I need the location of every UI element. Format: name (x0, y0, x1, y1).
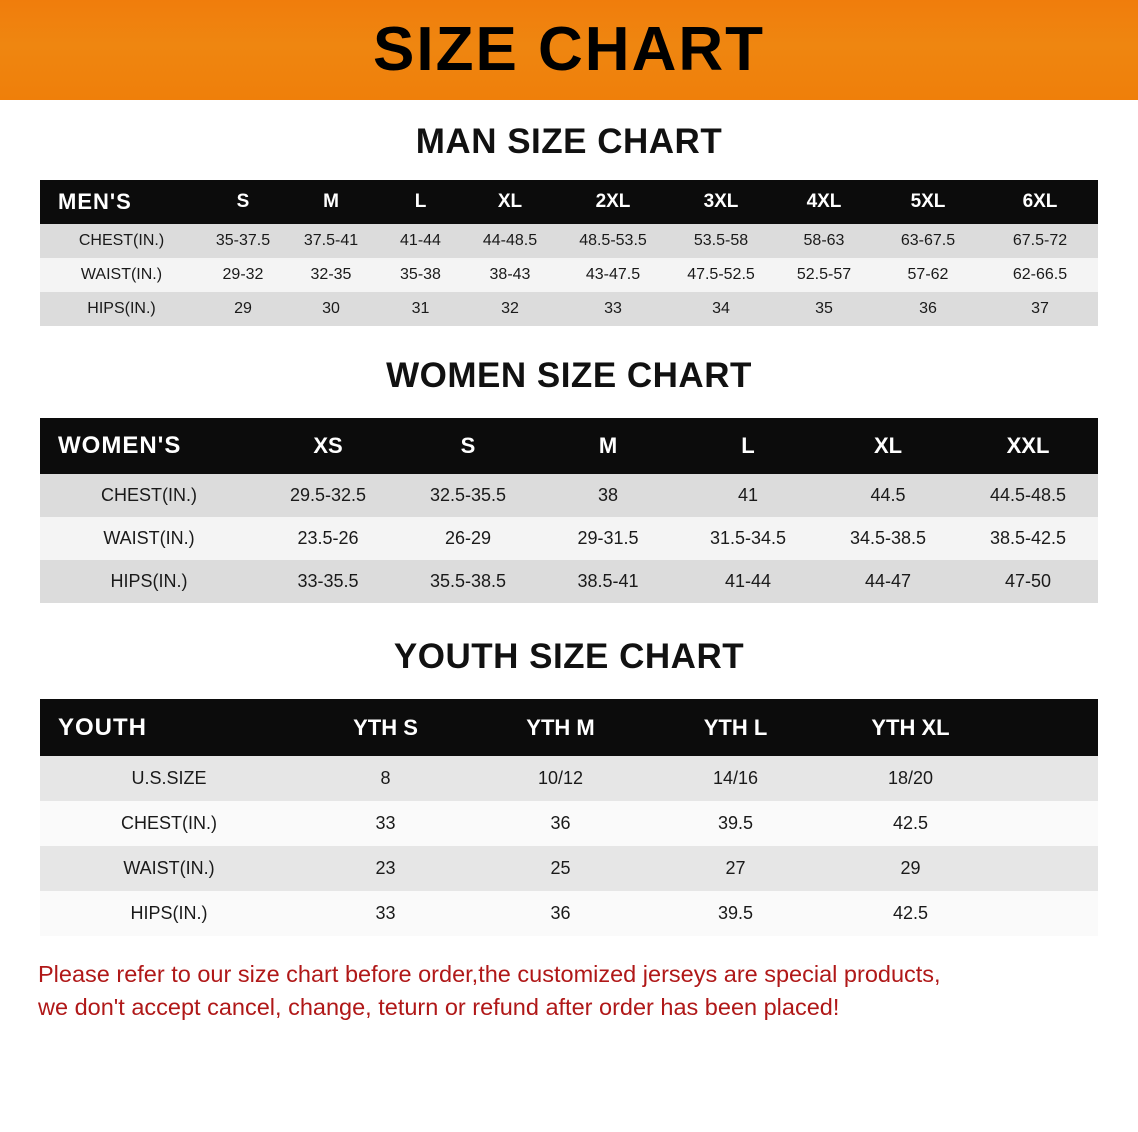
youth-row-0-cell-3: 18/20 (823, 756, 998, 801)
man-section-title: MAN SIZE CHART (415, 122, 723, 161)
youth-row-0-spacer (998, 756, 1098, 801)
women-row-0-cell-5: 44.5-48.5 (958, 474, 1098, 517)
youth-row-0-cell-0: 8 (298, 756, 473, 801)
man-row-2-cell-7: 36 (874, 292, 982, 326)
women-row-0-cell-0: 29.5-32.5 (258, 474, 398, 517)
women-header-cell-5: XL (818, 418, 958, 474)
man-header-cell-9: 6XL (982, 180, 1098, 224)
women-row-0-label: CHEST(IN.) (40, 474, 258, 517)
women-row-1-cell-0: 23.5-26 (258, 517, 398, 560)
youth-row-1-cell-3: 42.5 (823, 801, 998, 846)
women-header-cell-4: L (678, 418, 818, 474)
women-header-row (40, 418, 1098, 474)
man-row-2-cell-5: 34 (668, 292, 774, 326)
man-header-cell-3: L (379, 180, 462, 224)
page-banner (0, 0, 1138, 100)
youth-header-cell-3: YTH L (648, 699, 823, 756)
youth-row-1-label: CHEST(IN.) (40, 801, 298, 846)
man-row-2-cell-3: 32 (462, 292, 558, 326)
youth-row-3-cell-0: 33 (298, 891, 473, 936)
women-row-2-cell-0: 33-35.5 (258, 560, 398, 603)
man-table-wrap (40, 180, 1098, 326)
man-size-table (40, 180, 1098, 326)
man-header-cell-0: MEN'S (40, 180, 203, 224)
women-table-wrap (40, 418, 1098, 603)
women-row-2-cell-1: 35.5-38.5 (398, 560, 538, 603)
man-row-1-cell-1: 32-35 (283, 258, 379, 292)
table-row (40, 846, 1098, 891)
man-row-2-cell-1: 30 (283, 292, 379, 326)
man-row-2-cell-8: 37 (982, 292, 1098, 326)
youth-section-title: YOUTH SIZE CHART (393, 637, 745, 676)
man-row-0-cell-8: 67.5-72 (982, 224, 1098, 258)
youth-row-0-cell-2: 14/16 (648, 756, 823, 801)
youth-row-3-cell-3: 42.5 (823, 891, 998, 936)
table-row (40, 258, 1098, 292)
man-row-0-cell-3: 44-48.5 (462, 224, 558, 258)
policy-note-line-2: we don't accept cancel, change, teturn or refund after order has been placed! (38, 994, 840, 1021)
youth-row-3-label: HIPS(IN.) (40, 891, 298, 936)
women-row-2-cell-4: 44-47 (818, 560, 958, 603)
women-row-1-cell-4: 34.5-38.5 (818, 517, 958, 560)
youth-row-3-cell-2: 39.5 (648, 891, 823, 936)
man-row-1-cell-0: 29-32 (203, 258, 283, 292)
man-row-2-cell-2: 31 (379, 292, 462, 326)
youth-row-2-cell-2: 27 (648, 846, 823, 891)
man-row-0-cell-0: 35-37.5 (203, 224, 283, 258)
table-row (40, 292, 1098, 326)
women-header-cell-1: XS (258, 418, 398, 474)
women-row-1-cell-1: 26-29 (398, 517, 538, 560)
women-row-1-cell-2: 29-31.5 (538, 517, 678, 560)
man-row-1-label: WAIST(IN.) (40, 258, 203, 292)
man-row-1-cell-3: 38-43 (462, 258, 558, 292)
man-row-0-cell-1: 37.5-41 (283, 224, 379, 258)
man-row-0-cell-4: 48.5-53.5 (558, 224, 668, 258)
women-row-1-label: WAIST(IN.) (40, 517, 258, 560)
man-row-0-cell-6: 58-63 (774, 224, 874, 258)
women-row-2-label: HIPS(IN.) (40, 560, 258, 603)
man-header-cell-8: 5XL (874, 180, 982, 224)
women-row-0-cell-1: 32.5-35.5 (398, 474, 538, 517)
table-row (40, 517, 1098, 560)
youth-row-1-cell-1: 36 (473, 801, 648, 846)
youth-row-1-spacer (998, 801, 1098, 846)
man-row-1-cell-6: 52.5-57 (774, 258, 874, 292)
youth-row-1-cell-2: 39.5 (648, 801, 823, 846)
women-header-cell-2: S (398, 418, 538, 474)
women-row-2-cell-5: 47-50 (958, 560, 1098, 603)
youth-row-3-spacer (998, 891, 1098, 936)
man-header-cell-1: S (203, 180, 283, 224)
women-row-0-cell-2: 38 (538, 474, 678, 517)
youth-row-0-label: U.S.SIZE (40, 756, 298, 801)
man-row-1-cell-7: 57-62 (874, 258, 982, 292)
youth-row-2-spacer (998, 846, 1098, 891)
youth-header-cell-4: YTH XL (823, 699, 998, 756)
man-header-cell-6: 3XL (668, 180, 774, 224)
youth-size-table (40, 699, 1098, 936)
women-row-0-cell-4: 44.5 (818, 474, 958, 517)
man-row-0-cell-2: 41-44 (379, 224, 462, 258)
youth-table-wrap (40, 699, 1098, 936)
man-row-2-label: HIPS(IN.) (40, 292, 203, 326)
youth-row-0-cell-1: 10/12 (473, 756, 648, 801)
man-row-0-cell-7: 63-67.5 (874, 224, 982, 258)
man-row-1-cell-5: 47.5-52.5 (668, 258, 774, 292)
women-size-table (40, 418, 1098, 603)
man-row-0-cell-5: 53.5-58 (668, 224, 774, 258)
youth-header-cell-2: YTH M (473, 699, 648, 756)
man-row-2-cell-6: 35 (774, 292, 874, 326)
man-header-cell-5: 2XL (558, 180, 668, 224)
women-header-cell-3: M (538, 418, 678, 474)
man-row-2-cell-4: 33 (558, 292, 668, 326)
youth-header-spacer (998, 699, 1098, 756)
youth-row-3-cell-1: 36 (473, 891, 648, 936)
youth-row-1-cell-0: 33 (298, 801, 473, 846)
table-row (40, 474, 1098, 517)
women-header-cell-6: XXL (958, 418, 1098, 474)
youth-row-2-cell-1: 25 (473, 846, 648, 891)
man-header-cell-4: XL (462, 180, 558, 224)
table-row (40, 560, 1098, 603)
man-header-row (40, 180, 1098, 224)
women-row-1-cell-5: 38.5-42.5 (958, 517, 1098, 560)
man-row-1-cell-2: 35-38 (379, 258, 462, 292)
man-row-2-cell-0: 29 (203, 292, 283, 326)
women-row-0-cell-3: 41 (678, 474, 818, 517)
women-row-2-cell-3: 41-44 (678, 560, 818, 603)
youth-row-2-label: WAIST(IN.) (40, 846, 298, 891)
women-row-2-cell-2: 38.5-41 (538, 560, 678, 603)
man-header-cell-2: M (283, 180, 379, 224)
man-header-cell-7: 4XL (774, 180, 874, 224)
women-row-1-cell-3: 31.5-34.5 (678, 517, 818, 560)
man-row-1-cell-4: 43-47.5 (558, 258, 668, 292)
youth-header-row (40, 699, 1098, 756)
policy-note (38, 958, 1100, 1025)
table-row (40, 891, 1098, 936)
man-row-0-label: CHEST(IN.) (40, 224, 203, 258)
page-title: SIZE CHART (373, 15, 765, 84)
women-section-title: WOMEN SIZE CHART (386, 356, 752, 395)
table-row (40, 224, 1098, 258)
women-header-cell-0: WOMEN'S (40, 418, 258, 474)
youth-row-2-cell-3: 29 (823, 846, 998, 891)
youth-header-cell-1: YTH S (298, 699, 473, 756)
table-row (40, 756, 1098, 801)
man-row-1-cell-8: 62-66.5 (982, 258, 1098, 292)
youth-header-cell-0: YOUTH (40, 699, 298, 756)
table-row (40, 801, 1098, 846)
youth-row-2-cell-0: 23 (298, 846, 473, 891)
policy-note-line-1: Please refer to our size chart before order,the customized jerseys are special products, (38, 961, 941, 987)
